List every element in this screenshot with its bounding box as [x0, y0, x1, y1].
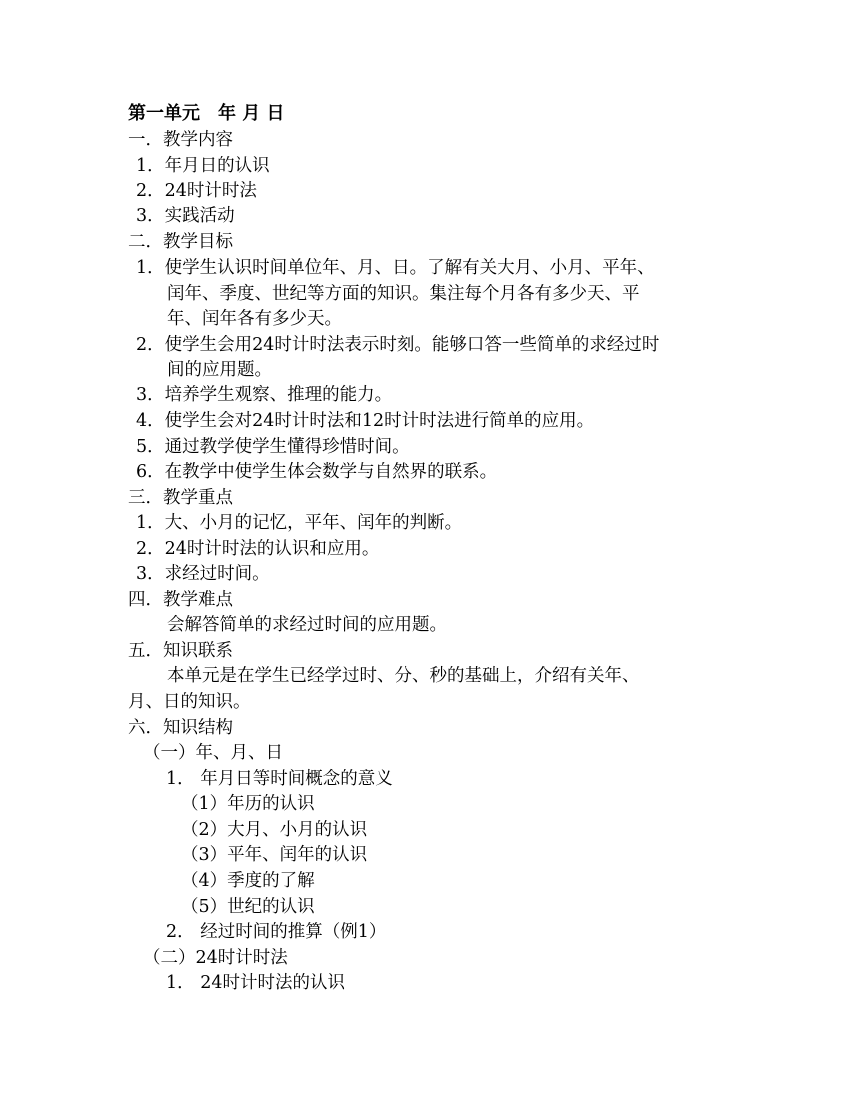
- section-heading-key-points: 三．教学重点: [128, 488, 233, 508]
- content-item: 2．24时计时法: [136, 181, 257, 201]
- difficulty-text: 会解答简单的求经过时间的应用题。: [167, 615, 447, 635]
- goal-item: 1．使学生认识时间单位年、月、日。了解有关大月、小月、平年、: [136, 258, 655, 278]
- connection-paragraph-line: 本单元是在学生已经学过时、分、秒的基础上，介绍有关年、: [167, 666, 640, 686]
- section-heading-difficulties: 四．教学难点: [128, 590, 233, 610]
- structure-detail: （4）季度的了解: [181, 871, 315, 891]
- goal-item: 5．通过教学使学生懂得珍惜时间。: [136, 437, 410, 457]
- structure-part: （一）年、月、日: [143, 743, 283, 763]
- goal-item-continued: 闰年、季度、世纪等方面的知识。集注每个月各有多少天、平: [167, 284, 640, 304]
- connection-paragraph-line: 月、日的知识。: [128, 692, 251, 712]
- goal-item: 6．在教学中使学生体会数学与自然界的联系。: [136, 462, 498, 482]
- section-heading-structure: 六．知识结构: [128, 718, 233, 738]
- goal-item: 3．培养学生观察、推理的能力。: [136, 385, 393, 405]
- section-heading-goals: 二．教学目标: [128, 232, 233, 252]
- structure-detail: （3）平年、闰年的认识: [181, 845, 368, 865]
- content-item: 3．实践活动: [136, 206, 235, 226]
- content-item: 1．年月日的认识: [136, 156, 270, 176]
- key-point-item: 1．大、小月的记忆，平年、闰年的判断。: [136, 513, 463, 533]
- unit-title: 第一单元 年 月 日: [128, 103, 285, 124]
- structure-detail: （5）世纪的认识: [181, 897, 315, 917]
- goal-item-continued: 年、闰年各有多少天。: [167, 309, 342, 329]
- structure-detail: （1）年历的认识: [181, 794, 315, 814]
- structure-subpart: 2． 经过时间的推算（例1）: [166, 922, 387, 942]
- structure-part: （二）24时计时法: [143, 948, 288, 968]
- goal-item: 4．使学生会对24时计时法和12时计时法进行简单的应用。: [136, 411, 595, 431]
- structure-subpart: 1． 年月日等时间概念的意义: [166, 769, 393, 789]
- goal-item: 2．使学生会用24时计时法表示时刻。能够口答一些简单的求经过时: [136, 335, 660, 355]
- key-point-item: 3．求经过时间。: [136, 564, 270, 584]
- section-heading-content: 一．教学内容: [128, 130, 233, 150]
- key-point-item: 2．24时计时法的认识和应用。: [136, 539, 380, 559]
- goal-item-continued: 间的应用题。: [167, 360, 272, 380]
- structure-subpart: 1． 24时计时法的认识: [166, 973, 345, 993]
- section-heading-connections: 五．知识联系: [128, 641, 233, 661]
- structure-detail: （2）大月、小月的认识: [181, 820, 368, 840]
